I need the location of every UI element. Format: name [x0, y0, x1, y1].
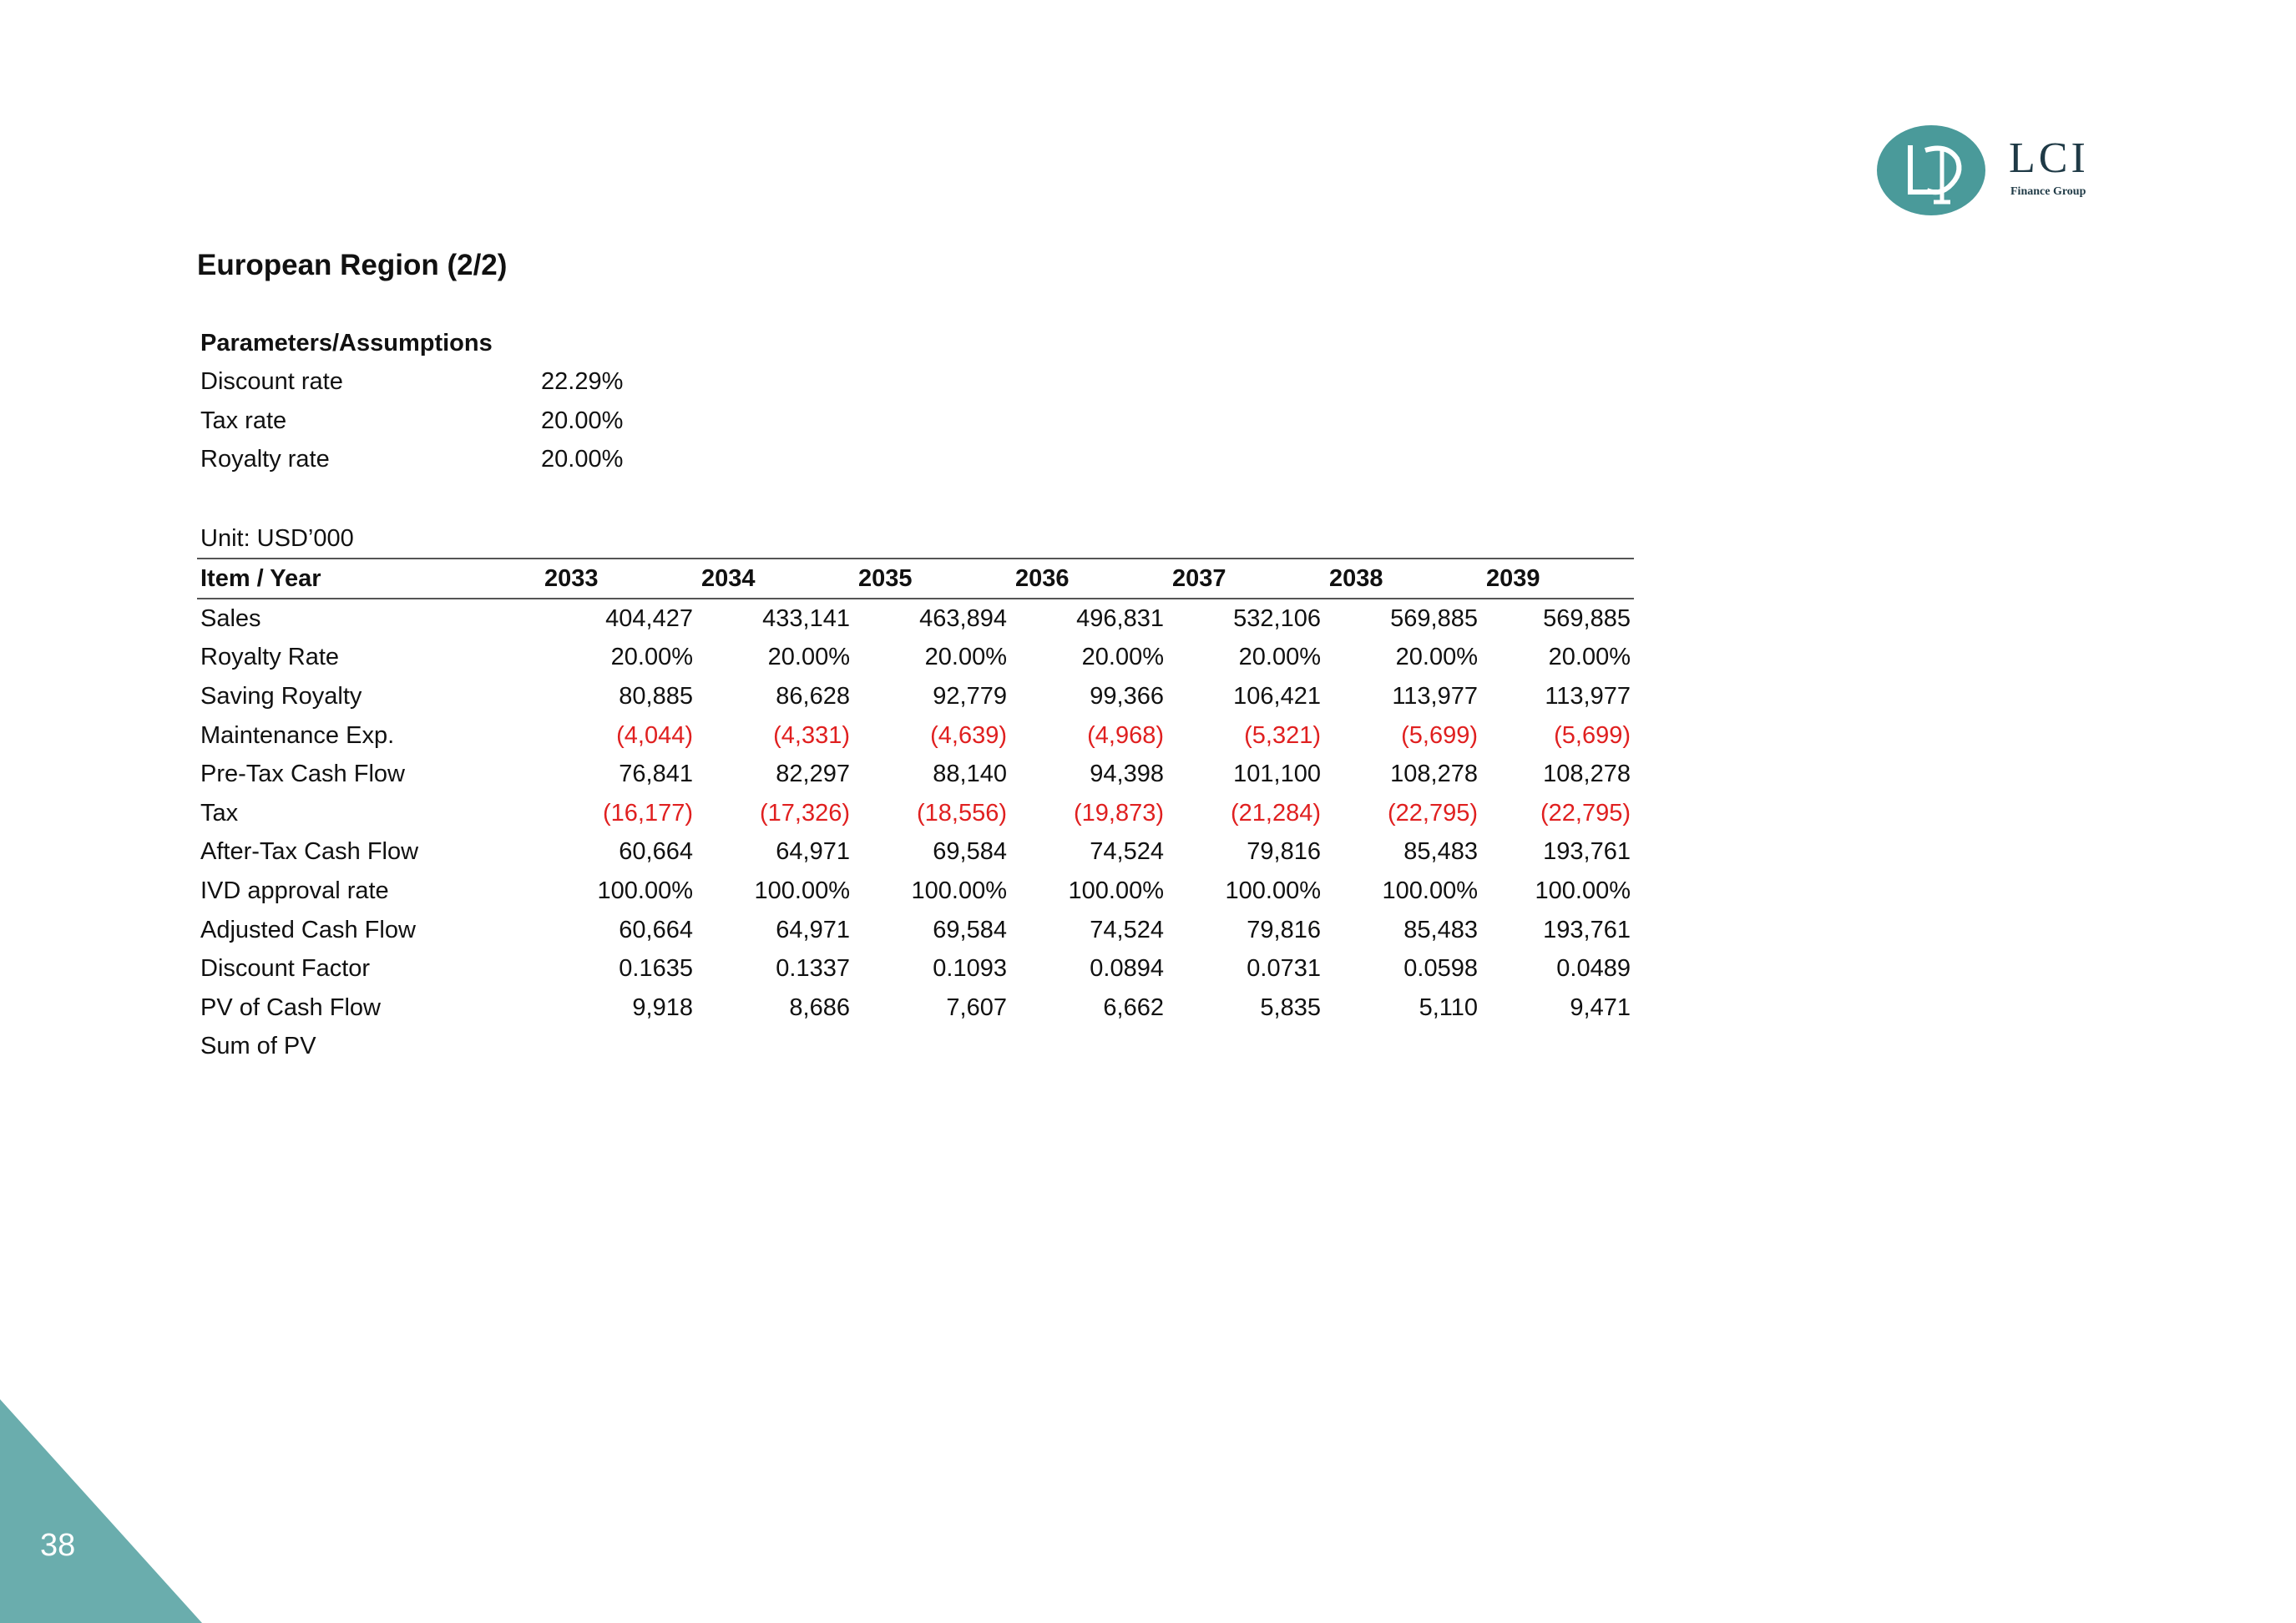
table-cell: 101,100 [1233, 761, 1321, 788]
table-cell: 88,140 [933, 761, 1007, 788]
table-cell: 9,471 [1570, 994, 1631, 1021]
table-cell: 0.0894 [1090, 955, 1164, 983]
table-cell: 7,607 [946, 994, 1007, 1021]
table-row [197, 988, 1634, 1028]
header-year: 2037 [1167, 559, 1324, 599]
table-cell: 106,421 [1233, 682, 1321, 710]
table-cell: (16,177) [602, 799, 693, 827]
table-cell: 20.00% [610, 644, 693, 671]
header-year: 2033 [539, 559, 696, 599]
lci-monogram-icon [1877, 125, 1985, 215]
table-cell: (19,873) [1073, 799, 1164, 827]
table-cell [853, 1028, 1010, 1067]
table-body [197, 599, 1634, 1066]
table-cell: (21,284) [1230, 799, 1321, 827]
table-cell: 496,831 [1076, 604, 1164, 632]
table-cell: 100.00% [754, 877, 850, 904]
parameter-value: 22.29% [541, 368, 624, 395]
row-label: Royalty Rate [200, 644, 340, 671]
table-cell: 74,524 [1090, 838, 1164, 866]
table-cell: 100.00% [911, 877, 1007, 904]
table-cell: 0.0731 [1247, 955, 1321, 983]
row-label: Tax [200, 799, 239, 827]
table-cell: 86,628 [776, 682, 850, 710]
table-cell: 60,664 [619, 838, 693, 866]
table-cell: (22,795) [1540, 799, 1631, 827]
table-cell: 60,664 [619, 916, 693, 943]
table-cell: 20.00% [1548, 644, 1631, 671]
table-cell [1167, 1028, 1324, 1067]
table-cell: 100.00% [1068, 877, 1164, 904]
table-cell: 0.1093 [933, 955, 1007, 983]
header-item-year: Item / Year [197, 559, 539, 599]
table-cell: 569,885 [1543, 604, 1631, 632]
table-cell: 532,106 [1233, 604, 1321, 632]
table-header-row [197, 559, 1634, 599]
parameter-value: 20.00% [541, 446, 624, 473]
table-cell: 193,761 [1543, 838, 1631, 866]
table-cell: 20.00% [1238, 644, 1321, 671]
table-row [197, 911, 1634, 950]
unit-label: Unit: USD’000 [200, 525, 354, 552]
parameter-label: Tax rate [200, 407, 287, 434]
table-cell: 113,977 [1545, 682, 1631, 710]
table-cell [1481, 1028, 1634, 1067]
table-cell: 113,977 [1392, 682, 1478, 710]
row-label: Adjusted Cash Flow [200, 916, 416, 943]
header-year: 2036 [1010, 559, 1167, 599]
table-row [197, 599, 1634, 639]
row-label: PV of Cash Flow [200, 994, 381, 1021]
table-cell: 108,278 [1390, 761, 1478, 788]
header-year: 2035 [853, 559, 1010, 599]
table-cell: 99,366 [1090, 682, 1164, 710]
table-cell: 5,110 [1419, 994, 1478, 1021]
table-cell: 20.00% [1395, 644, 1478, 671]
table-cell: 0.1635 [619, 955, 693, 983]
row-label: Saving Royalty [200, 682, 362, 710]
table-cell: 8,686 [789, 994, 850, 1021]
logo-name: LCI [2009, 134, 2089, 182]
table-cell: (5,699) [1401, 721, 1478, 749]
table-cell: 64,971 [776, 838, 850, 866]
table-row [197, 677, 1634, 716]
table-cell: 20.00% [767, 644, 850, 671]
parameters-heading: Parameters/Assumptions [200, 330, 493, 356]
parameter-row [200, 362, 701, 402]
table-cell: 69,584 [933, 916, 1007, 943]
table-cell [1324, 1028, 1481, 1067]
header-year: 2038 [1324, 559, 1481, 599]
table-row [197, 716, 1634, 756]
row-label: Pre-Tax Cash Flow [200, 761, 405, 788]
table-cell: 20.00% [924, 644, 1007, 671]
table-row [197, 872, 1634, 911]
table-cell: (4,331) [773, 721, 850, 749]
table-cell: 85,483 [1403, 916, 1478, 943]
table-row [197, 949, 1634, 988]
table-row [197, 1028, 1634, 1067]
table-cell: 92,779 [933, 682, 1007, 710]
table-cell: 0.1337 [776, 955, 850, 983]
table-cell: 5,835 [1260, 994, 1321, 1021]
table-cell: 82,297 [776, 761, 850, 788]
table-cell: 433,141 [762, 604, 850, 632]
cash-flow-table [197, 558, 1634, 1066]
table-row [197, 639, 1634, 678]
parameters-section [200, 324, 701, 479]
table-row [197, 755, 1634, 794]
header-year: 2039 [1481, 559, 1634, 599]
parameter-value: 20.00% [541, 407, 624, 434]
parameter-label: Discount rate [200, 368, 343, 395]
table-cell: 0.0489 [1556, 955, 1631, 983]
table-cell: 76,841 [619, 761, 693, 788]
table-cell: 6,662 [1103, 994, 1164, 1021]
table-row [197, 833, 1634, 872]
table-cell: 80,885 [619, 682, 693, 710]
parameter-label: Royalty rate [200, 446, 330, 473]
table-cell: 108,278 [1543, 761, 1631, 788]
table-cell: 79,816 [1247, 916, 1321, 943]
table-row [197, 794, 1634, 833]
table-cell: (5,699) [1554, 721, 1631, 749]
table-cell: (22,795) [1387, 799, 1478, 827]
row-label: IVD approval rate [200, 877, 389, 904]
table-cell: 569,885 [1390, 604, 1478, 632]
parameter-row [200, 440, 701, 479]
row-label: Maintenance Exp. [200, 721, 395, 749]
table-cell: (17,326) [759, 799, 850, 827]
table-cell: (5,321) [1244, 721, 1321, 749]
table-cell: 9,918 [632, 994, 693, 1021]
row-label: Sum of PV [200, 1033, 316, 1060]
table-cell: 100.00% [1535, 877, 1631, 904]
row-label: After-Tax Cash Flow [200, 838, 419, 866]
table-cell [696, 1028, 853, 1067]
table-cell: 94,398 [1090, 761, 1164, 788]
table-cell [539, 1028, 696, 1067]
table-cell: 404,427 [605, 604, 693, 632]
table-cell: 64,971 [776, 916, 850, 943]
table-cell: (18,556) [916, 799, 1007, 827]
logo-subtitle: Finance Group [2010, 185, 2086, 198]
corner-triangle [0, 1399, 202, 1623]
table-cell: 100.00% [1225, 877, 1321, 904]
page-number: 38 [40, 1528, 76, 1563]
table-cell: 0.0598 [1403, 955, 1478, 983]
row-label: Discount Factor [200, 955, 371, 983]
table-cell: 463,894 [919, 604, 1007, 632]
table-cell: 20.00% [1081, 644, 1164, 671]
table-cell: (4,639) [930, 721, 1007, 749]
row-label: Sales [200, 604, 261, 632]
table-cell: 69,584 [933, 838, 1007, 866]
header-year: 2034 [696, 559, 853, 599]
page-title: European Region (2/2) [197, 249, 508, 281]
table-cell: 100.00% [597, 877, 693, 904]
table-cell: (4,968) [1087, 721, 1164, 749]
table-cell: (4,044) [616, 721, 693, 749]
table-cell [1010, 1028, 1167, 1067]
table-cell: 193,761 [1543, 916, 1631, 943]
table-cell: 100.00% [1382, 877, 1478, 904]
company-logo [1877, 115, 2119, 224]
parameter-row [200, 402, 701, 441]
table-cell: 74,524 [1090, 916, 1164, 943]
table-cell: 79,816 [1247, 838, 1321, 866]
table-cell: 85,483 [1403, 838, 1478, 866]
